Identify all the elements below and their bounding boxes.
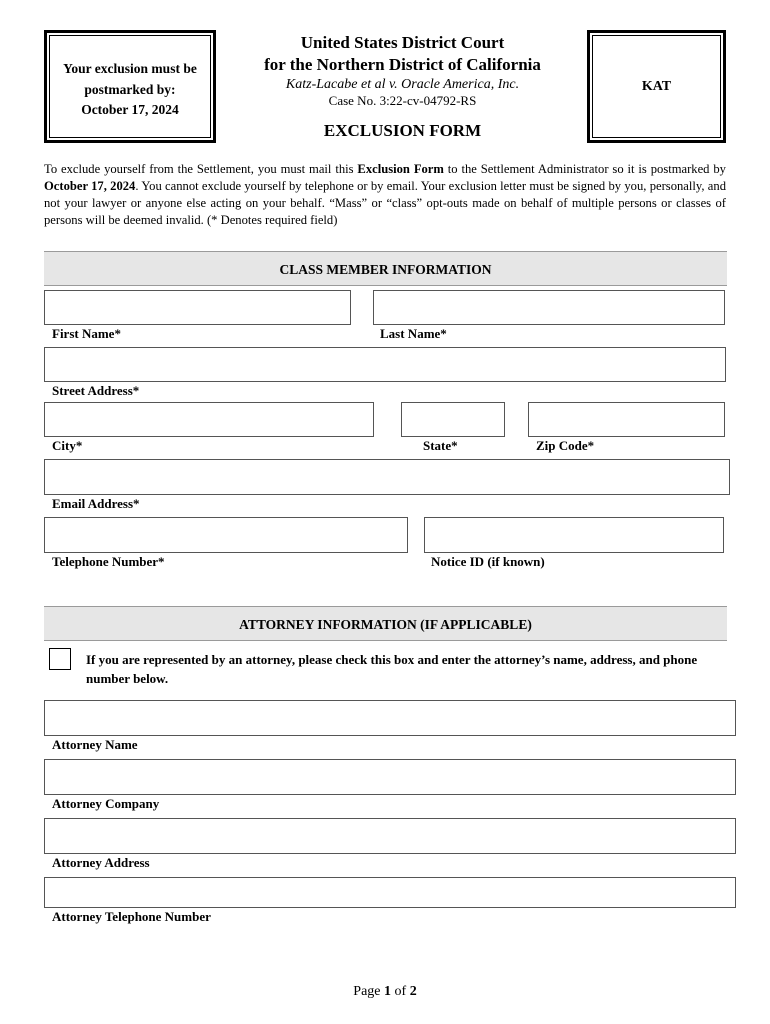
page-word: Page (353, 984, 381, 999)
intro-bold-form: Exclusion Form (357, 162, 444, 176)
form-title: EXCLUSION FORM (323, 121, 482, 140)
city-input[interactable] (44, 402, 374, 437)
email-address-input[interactable] (44, 459, 730, 495)
case-name: Katz-Lacabe et al v. Oracle America, Inc. (285, 77, 520, 92)
attorney-address-input[interactable] (44, 818, 736, 854)
state-input[interactable] (401, 402, 505, 437)
attorney-checkbox-instructions: If you are represented by an attorney, please check this box and enter the attorney’s name, address, and phone number below. (86, 652, 698, 686)
attorney-company-input[interactable] (44, 759, 736, 795)
intro-paragraph (44, 161, 726, 229)
street-address-label: Street Address* (52, 383, 140, 398)
state-label: State* (423, 438, 458, 453)
last-name-input[interactable] (373, 290, 725, 325)
postmark-deadline-box (44, 30, 216, 143)
intro-bold-date: October 17, 2024 (44, 179, 136, 193)
telephone-number-label: Telephone Number* (52, 554, 165, 569)
zip-code-label: Zip Code* (536, 438, 595, 453)
attorney-name-input[interactable] (44, 700, 736, 736)
last-name-label: Last Name* (380, 326, 447, 341)
page-total: 2 (409, 984, 417, 999)
code-box-text: KAT (641, 79, 672, 94)
case-number: Case No. 3:22-cv-04792-RS (328, 93, 477, 108)
intro-text-2: to the Settlement Administrator so it is postmarked by (443, 162, 726, 176)
notice-id-input[interactable] (424, 517, 724, 553)
postmark-line-1: Your exclusion must be (63, 61, 197, 76)
postmark-line-2: postmarked by: (84, 81, 176, 97)
street-address-input[interactable] (44, 347, 726, 382)
page-of-word: of (394, 984, 407, 999)
attorney-address-label: Attorney Address (52, 855, 150, 870)
city-label: City* (52, 438, 83, 453)
page-current: 1 (384, 984, 392, 999)
email-address-label: Email Address* (52, 496, 140, 511)
intro-text-1: To exclude yourself from the Settlement, you must mail this (44, 162, 358, 176)
court-name: United States District Court (300, 33, 505, 52)
code-box (587, 30, 726, 143)
attorney-company-label: Attorney Company (52, 796, 160, 811)
notice-id-label: Notice ID (if known) (431, 554, 545, 569)
class-member-section-header: CLASS MEMBER INFORMATION (44, 251, 727, 286)
intro-text-3: . You cannot exclude yourself by telephone or by email. Your exclusion letter must be signed by you, personally, and not your lawyer or anyone else acting on your behalf. “Mass” or “class” opt-outs made on behalf of multiple persons or classes of persons will be deemed invalid. (* Denotes required field) (44, 179, 726, 227)
telephone-number-input[interactable] (44, 517, 408, 553)
attorney-telephone-label: Attorney Telephone Number (52, 909, 211, 924)
attorney-representation-checkbox[interactable] (49, 648, 71, 670)
zip-code-input[interactable] (528, 402, 725, 437)
postmark-date: October 17, 2024 (81, 102, 179, 117)
attorney-telephone-input[interactable] (44, 877, 736, 908)
first-name-label: First Name* (52, 326, 121, 341)
first-name-input[interactable] (44, 290, 351, 325)
court-district: for the Northern District of California (264, 55, 541, 74)
attorney-section-header: ATTORNEY INFORMATION (IF APPLICABLE) (44, 606, 727, 641)
page-footer (0, 984, 770, 1000)
attorney-name-label: Attorney Name (52, 737, 138, 752)
